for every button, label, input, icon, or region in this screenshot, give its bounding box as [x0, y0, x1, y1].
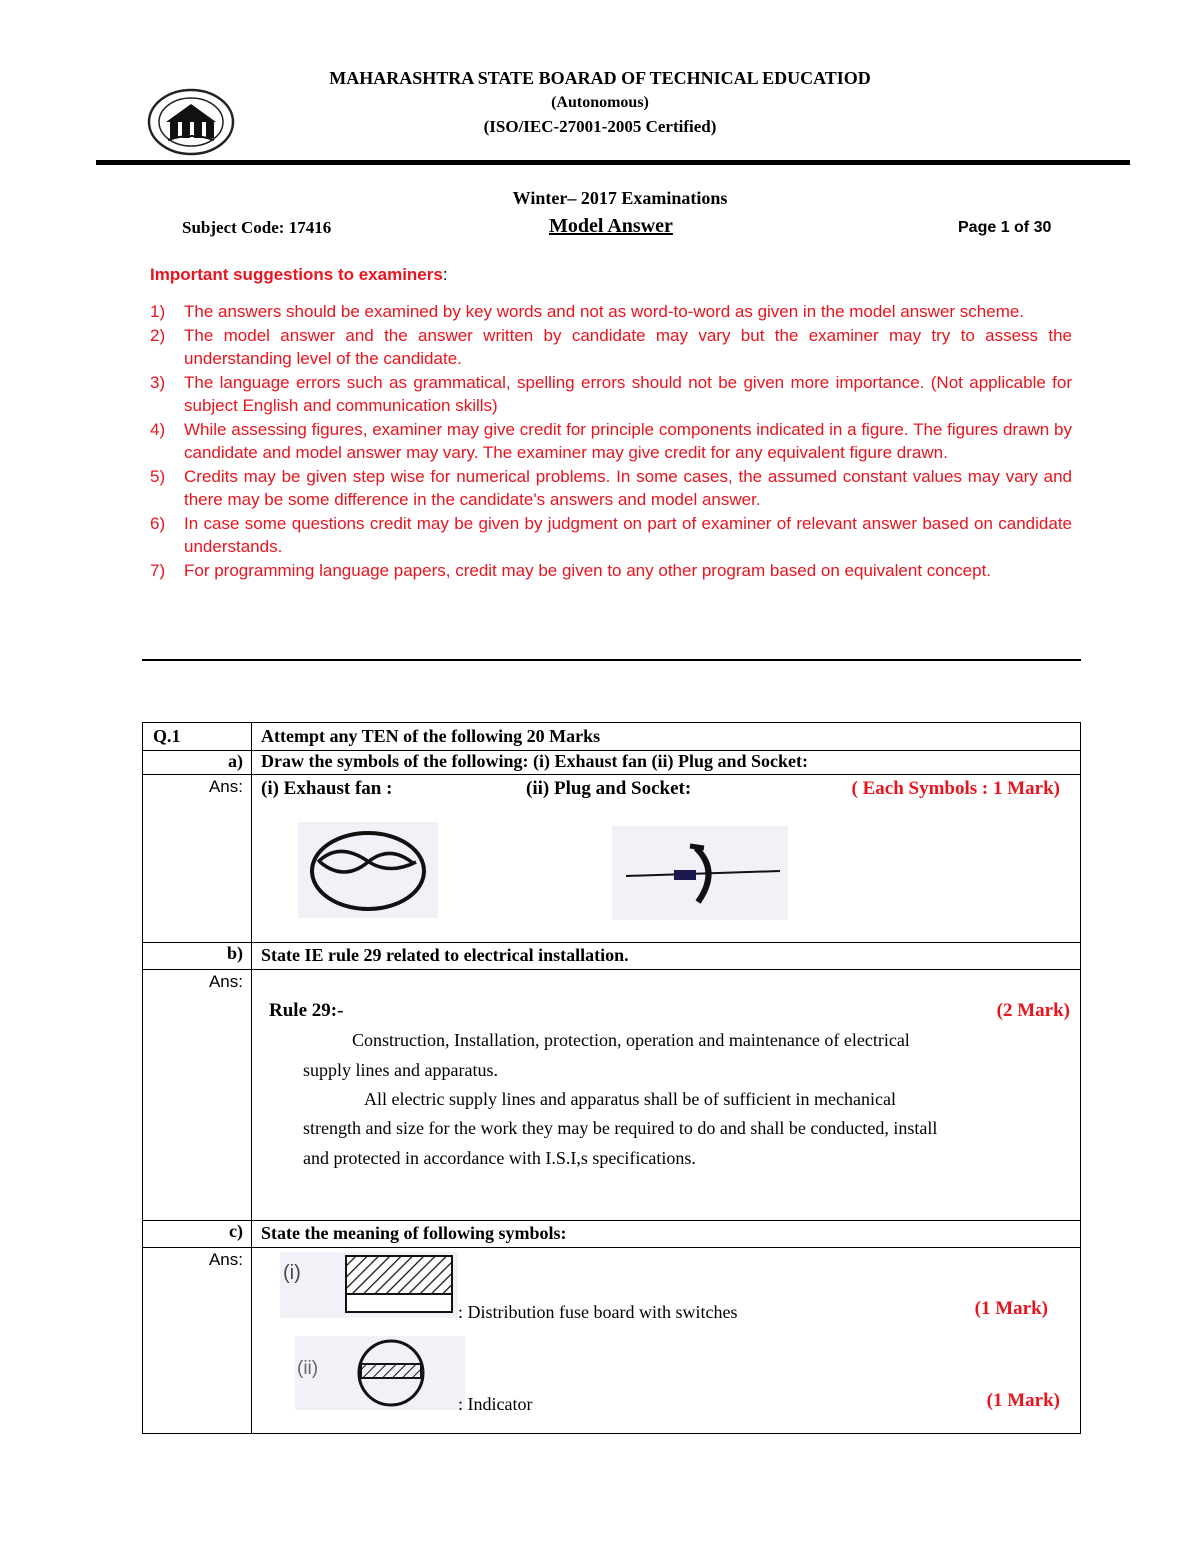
rule-29-line-1: Construction, Installation, protection, operation and maintenance of electrical — [352, 1030, 910, 1050]
suggestion-item: 3) The language errors such as grammatical, spelling errors should not be given more importance. (Not applicable for subject English and communication skills) — [150, 372, 1072, 415]
board-name: MAHARASHTRA STATE BOARAD OF TECHNICAL EDUCATIOD — [329, 68, 871, 88]
qa-question: Draw the symbols of the following: (i) Exhaust fan (ii) Plug and Socket: — [252, 751, 1081, 775]
plug-socket-symbol — [612, 826, 788, 920]
symbol-1-label: (i) — [283, 1262, 301, 1284]
qb-label: b) — [143, 943, 252, 970]
qc-question: State the meaning of following symbols: — [252, 1221, 1081, 1248]
suggestion-item: 7) For programming language papers, credit may be given to any other program based on equivalent concept. — [150, 560, 992, 580]
qa-label: a) — [143, 751, 252, 775]
qb-mark: (2 Mark) — [996, 1000, 1070, 1021]
qc-answer-row — [143, 1248, 1081, 1434]
symbol-2-meaning: : Indicator — [458, 1394, 533, 1414]
qc-ans-label: Ans: — [208, 1250, 243, 1269]
suggestion-item: 5) Credits may be given step wise for numerical problems. In some cases, the assumed constant values may vary and there may be some difference in the candidate's answers and model answer. — [150, 466, 1072, 509]
suggestion-item: 4) While assessing figures, examiner may give credit for principle components indicated in a figure. The figures drawn by candidate and model answer may vary. The examiner may give credit for any equivalent figure drawn. — [150, 419, 1072, 462]
qb-answer-row — [143, 970, 1081, 1221]
qa-mark: ( Each Symbols : 1 Mark) — [851, 778, 1060, 799]
rule-29-line-3: All electric supply lines and apparatus shall be of sufficient in mechanical — [364, 1089, 896, 1109]
qb-row — [143, 943, 1081, 970]
suggestion-item: 2) The model answer and the answer written by candidate may vary but the examiner may try to assess the understanding level of the candidate. — [150, 325, 1072, 368]
qb-ans-label: Ans: — [208, 972, 243, 991]
suggestion-item: 6) In case some questions credit may be given by judgment on part of examiner of relevant answer based on candidate understands. — [150, 513, 1072, 556]
exam-title: Winter– 2017 Examinations — [512, 188, 728, 208]
header-divider — [96, 160, 1130, 165]
q1-label: Q.1 — [143, 723, 252, 751]
qc-label: c) — [143, 1221, 252, 1248]
autonomous-label: (Autonomous) — [551, 94, 649, 111]
suggestion-item: 1) The answers should be examined by key words and not as word-to-word as given in the model answer scheme. — [150, 302, 1025, 321]
exhaust-fan-label: (i) Exhaust fan : — [261, 778, 393, 799]
subject-code: Subject Code: 17416 — [182, 218, 332, 237]
model-answer-title: Model Answer — [549, 215, 673, 237]
plug-socket-label: (ii) Plug and Socket: — [526, 778, 692, 799]
qb-question: State IE rule 29 related to electrical installation. — [252, 943, 1081, 970]
iso-certification: (ISO/IEC-27001-2005 Certified) — [483, 117, 717, 136]
rule-29-line-2: supply lines and apparatus. — [303, 1060, 498, 1080]
q1-row — [143, 723, 1081, 751]
rule-29-line-5: and protected in accordance with I.S.I,s specifications. — [303, 1148, 696, 1168]
symbol-2-label: (ii) — [297, 1358, 319, 1379]
symbol-1-meaning: : Distribution fuse board with switches — [458, 1302, 738, 1322]
suggestions-list — [150, 300, 1072, 582]
rule-29-title: Rule 29:- — [269, 1000, 344, 1021]
indicator-symbol — [295, 1336, 465, 1410]
answer-table — [142, 722, 1081, 1434]
suggestions-title: Important suggestions to examiners: — [150, 265, 448, 284]
qc-row — [143, 1221, 1081, 1248]
exhaust-fan-symbol — [298, 822, 438, 918]
symbol-1-mark: (1 Mark) — [974, 1298, 1048, 1319]
qa-row — [143, 751, 1081, 775]
symbol-2-mark: (1 Mark) — [986, 1390, 1060, 1411]
rule-29-line-4: strength and size for the work they may be required to do and shall be conducted, install — [303, 1118, 938, 1138]
q1-text: Attempt any TEN of the following 20 Marks — [252, 723, 1081, 751]
qa-answer-row — [143, 775, 1081, 943]
fuse-board-symbol — [280, 1252, 458, 1318]
page-number: Page 1 of 30 — [958, 219, 1052, 236]
qa-ans-label: Ans: — [208, 777, 243, 796]
suggestions-divider — [142, 659, 1081, 661]
